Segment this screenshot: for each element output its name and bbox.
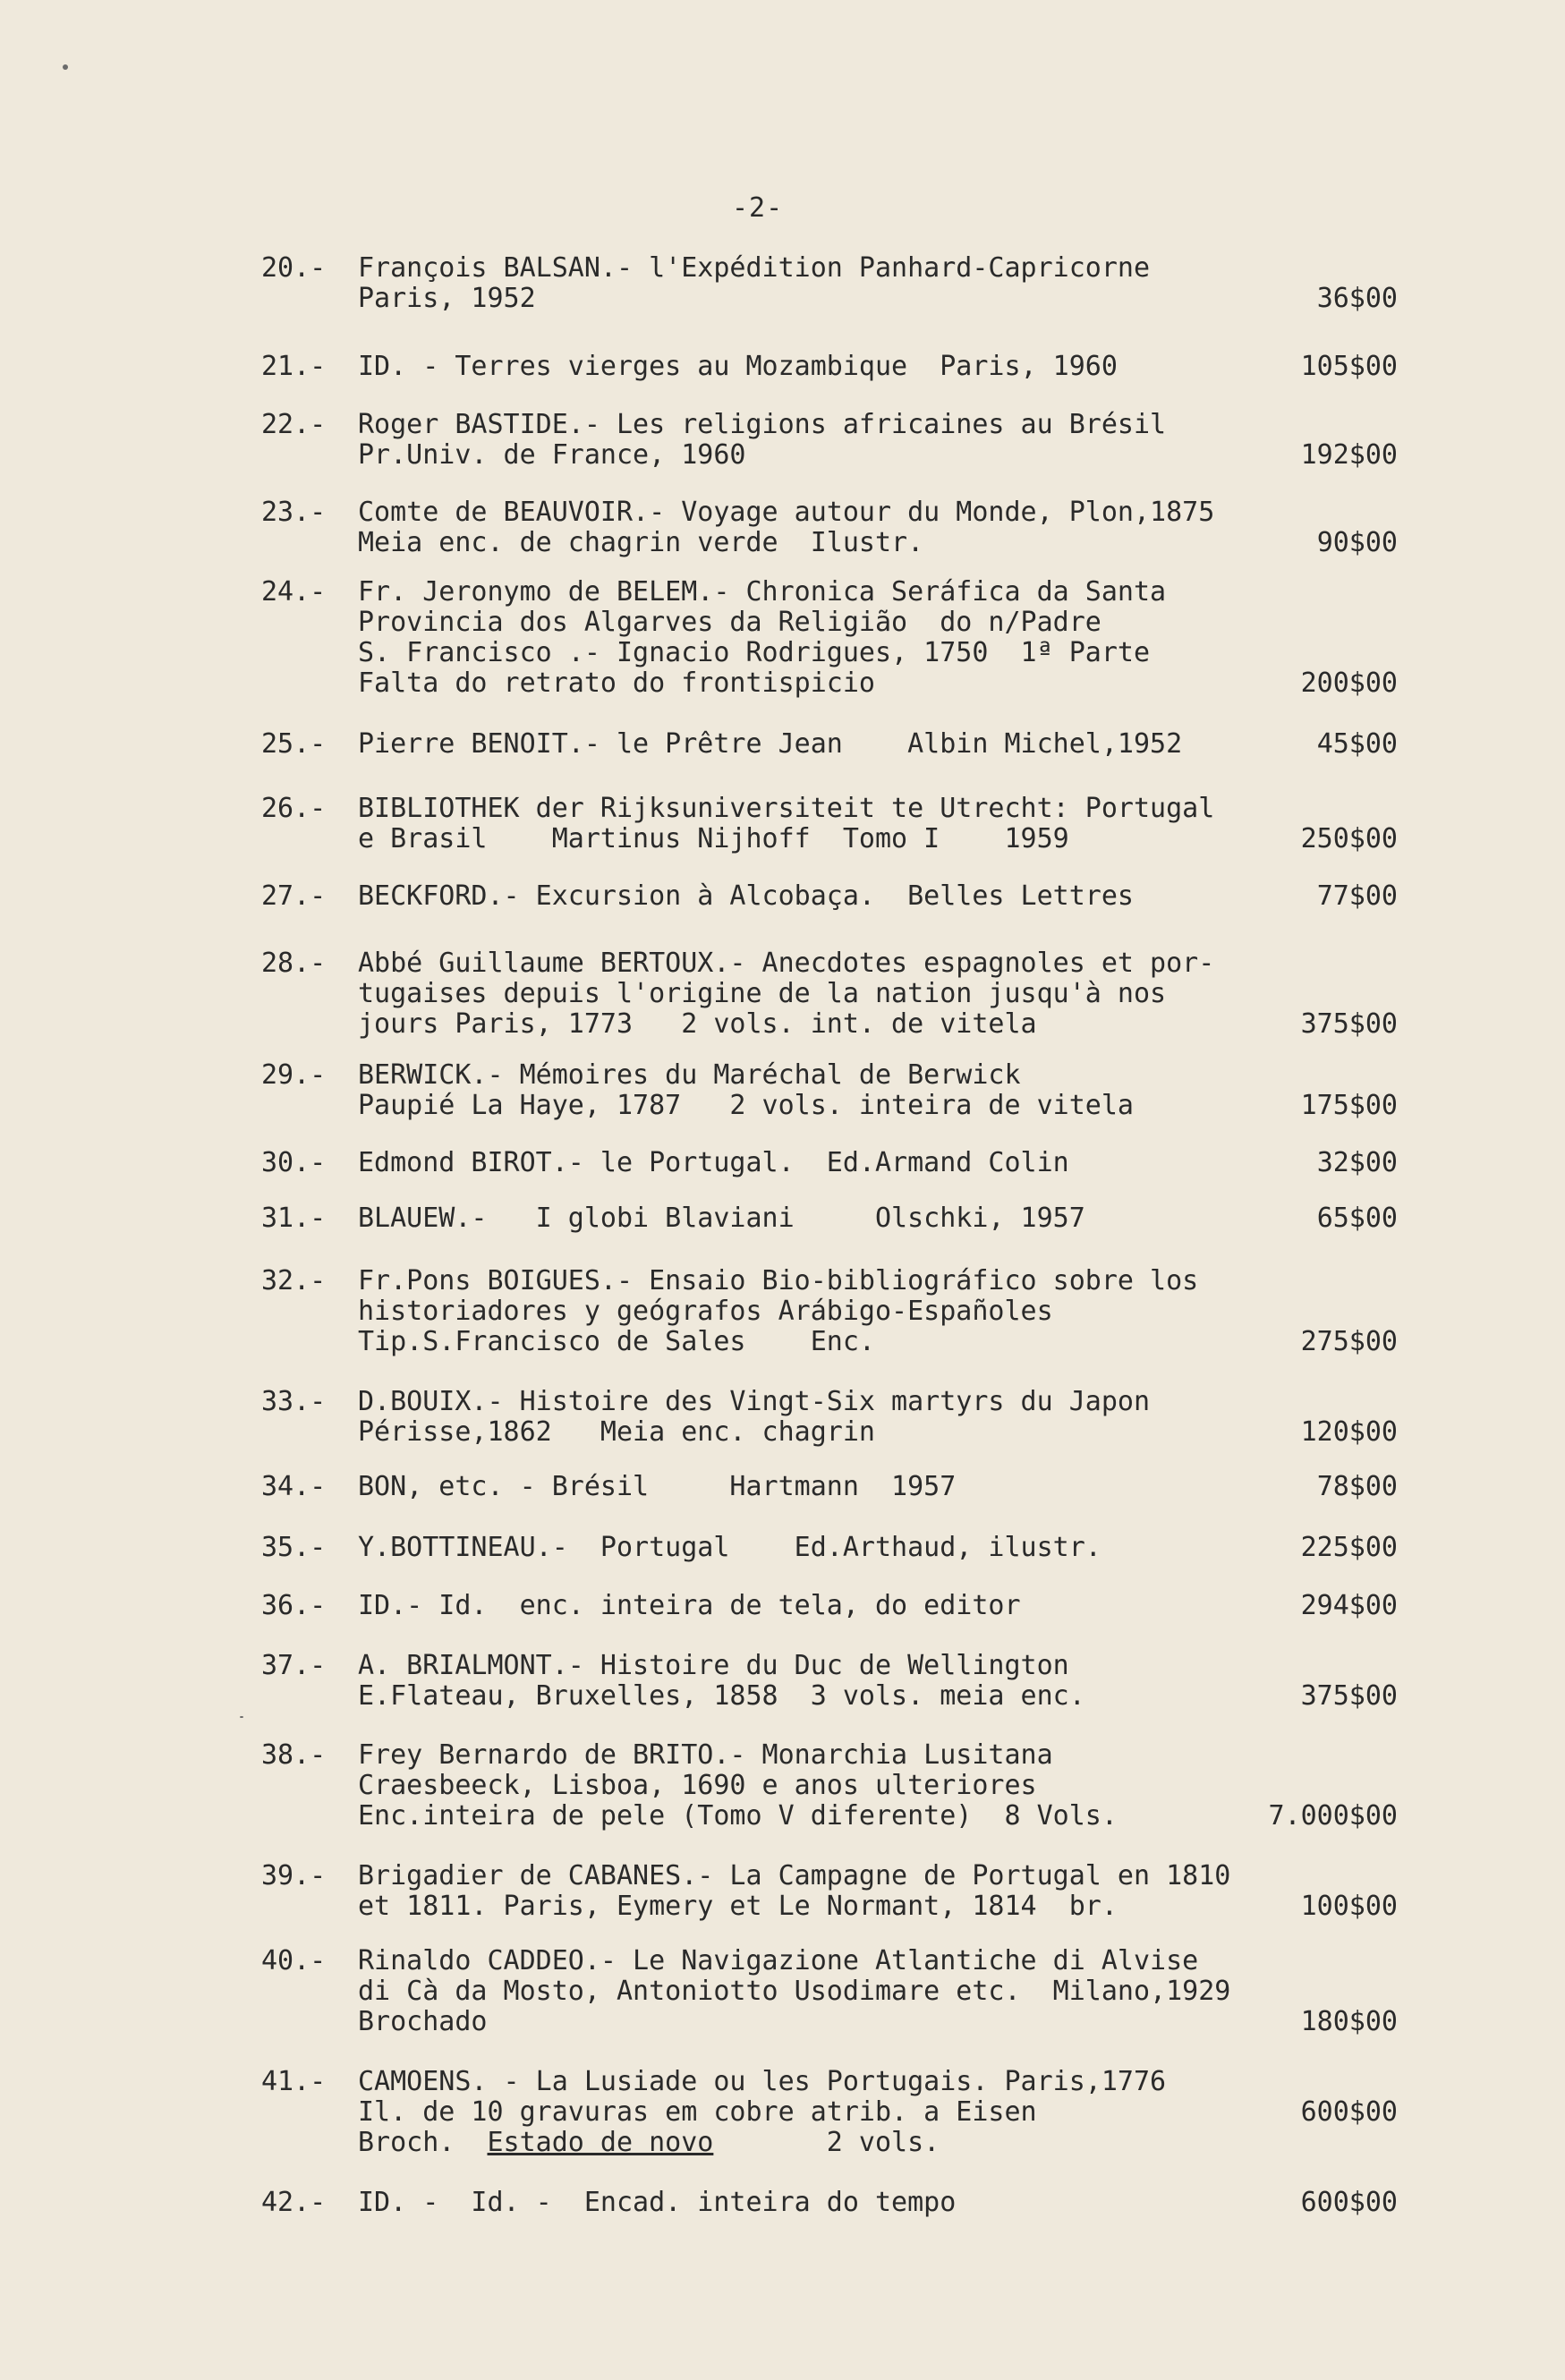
entry-number: 32.- — [261, 1265, 327, 1296]
catalogue-entry — [261, 497, 1398, 558]
entry-description — [358, 1946, 1230, 2037]
entry-price: 77$00 — [1316, 880, 1398, 912]
entry-description — [358, 1148, 1069, 1178]
entry-line: Pierre BENOIT.- le Prêtre Jean Albin Michel,1952 — [358, 728, 1183, 760]
entry-line: Y.BOTTINEAU.- Portugal Ed.Arthaud, ilustr. — [358, 1532, 1101, 1563]
catalogue-entry — [261, 1946, 1398, 2037]
entry-price: 36$00 — [1316, 283, 1398, 314]
catalogue-entry — [261, 729, 1398, 760]
entry-line: Brochado — [358, 2006, 488, 2037]
entry-price: 375$00 — [1300, 1680, 1398, 1712]
entry-line: ID.- Id. enc. inteira de tela, do editor — [358, 1590, 1021, 1621]
entry-number: 37.- — [261, 1650, 327, 1681]
entry-description — [358, 352, 1118, 382]
entry-number: 40.- — [261, 1945, 327, 1976]
entry-line: Pr.Univ. de France, 1960 — [358, 439, 746, 471]
entry-number: 42.- — [261, 2187, 327, 2218]
catalogue-entry — [261, 1266, 1398, 1357]
entry-description — [358, 794, 1214, 854]
entry-description — [358, 1533, 1101, 1563]
entry-description — [358, 729, 1182, 760]
entry-price: 32$00 — [1316, 1147, 1398, 1178]
paper-speck — [63, 64, 68, 70]
entry-description — [358, 1472, 956, 1502]
entry-number: 41.- — [261, 2066, 327, 2097]
entry-number: 39.- — [261, 1860, 327, 1891]
catalogue-entry — [261, 1651, 1398, 1712]
entry-line: BECKFORD.- Excursion à Alcobaça. Belles Lettres — [358, 880, 1134, 912]
entry-description — [358, 948, 1214, 1040]
entry-number: 33.- — [261, 1386, 327, 1417]
entry-number: 34.- — [261, 1471, 327, 1502]
entry-price: 275$00 — [1300, 1326, 1398, 1357]
entry-line: Tip.S.Francisco de Sales Enc. — [358, 1326, 875, 1357]
entry-price: 294$00 — [1300, 1590, 1398, 1621]
entry-line: BERWICK.- Mémoires du Maréchal de Berwick — [358, 1059, 1021, 1091]
catalogue-entry — [261, 253, 1398, 314]
entry-description — [358, 2188, 956, 2218]
entry-price: 180$00 — [1300, 2006, 1398, 2037]
entry-description — [358, 1861, 1230, 1922]
entry-line: Enc.inteira de pele (Tomo V diferente) 8 Vols. — [358, 1800, 1118, 1832]
entry-price: 192$00 — [1300, 439, 1398, 471]
entry-line: Falta do retrato do frontispicio — [358, 667, 875, 699]
catalogue-entry — [261, 410, 1398, 471]
entry-price: 375$00 — [1300, 1008, 1398, 1040]
paper-speck — [240, 1716, 243, 1718]
catalogue-entry — [261, 1387, 1398, 1448]
catalogue-entry — [261, 794, 1398, 854]
entry-line: BON, etc. - Brésil Hartmann 1957 — [358, 1471, 957, 1502]
entry-line: CAMOENS. - La Lusiade ou les Portugais. Paris,1776 — [358, 2066, 1167, 2097]
entry-line: Il. de 10 gravuras em cobre atrib. a Eisen — [358, 2096, 1037, 2128]
entry-line: Fr. Jeronymo de BELEM.- Chronica Seráfica da Santa — [358, 576, 1167, 608]
entry-price: 7.000$00 — [1268, 1800, 1398, 1832]
entry-price: 120$00 — [1300, 1416, 1398, 1448]
entry-number: 23.- — [261, 497, 327, 528]
entry-number: 27.- — [261, 880, 327, 912]
entry-line: Roger BASTIDE.- Les religions africaines au Brésil — [358, 409, 1167, 440]
entry-number: 22.- — [261, 409, 327, 440]
entry-number: 35.- — [261, 1532, 327, 1563]
page-number: -2- — [732, 192, 784, 224]
entry-line: Fr.Pons BOIGUES.- Ensaio Bio-bibliográfico sobre los — [358, 1265, 1199, 1296]
entry-description — [358, 497, 1214, 558]
catalogue-entry — [261, 577, 1398, 699]
entry-number: 36.- — [261, 1590, 327, 1621]
entry-price: 90$00 — [1316, 527, 1398, 558]
entry-number: 26.- — [261, 793, 327, 824]
catalogue-entry — [261, 352, 1398, 382]
entry-description — [358, 253, 1150, 314]
entry-price: 200$00 — [1300, 667, 1398, 699]
entry-line: ID. - Id. - Encad. inteira do tempo — [358, 2187, 957, 2218]
entry-description — [358, 1203, 1085, 1234]
entry-line: Paupié La Haye, 1787 2 vols. inteira de vitela — [358, 1090, 1134, 1121]
catalogue-entry — [261, 2188, 1398, 2218]
entry-price: 78$00 — [1316, 1471, 1398, 1502]
entry-line: historiadores y geógrafos Arábigo-Españoles — [358, 1296, 1053, 1327]
entry-line: Périsse,1862 Meia enc. chagrin — [358, 1416, 875, 1448]
entry-description — [358, 1266, 1198, 1357]
entry-line: et 1811. Paris, Eymery et Le Normant, 1814 br. — [358, 1891, 1118, 1922]
entry-description — [358, 1060, 1134, 1121]
entry-line: D.BOUIX.- Histoire des Vingt-Six martyrs du Japon — [358, 1386, 1151, 1417]
entry-line: Provincia dos Algarves da Religião do n/Padre — [358, 607, 1101, 638]
catalogue-entry — [261, 1861, 1398, 1922]
entry-number: 31.- — [261, 1203, 327, 1234]
catalogue-entry — [261, 1060, 1398, 1121]
entry-line: Broch. Estado de novo 2 vols. — [358, 2127, 940, 2158]
entry-description — [358, 2067, 1166, 2158]
catalogue-entry — [261, 1740, 1398, 1832]
catalogue-entry — [261, 1203, 1398, 1234]
entry-line: Edmond BIROT.- le Portugal. Ed.Armand Colin — [358, 1147, 1069, 1178]
entry-line: E.Flateau, Bruxelles, 1858 3 vols. meia enc. — [358, 1680, 1085, 1712]
entry-line: A. BRIALMONT.- Histoire du Duc de Wellington — [358, 1650, 1069, 1681]
entry-price: 65$00 — [1316, 1203, 1398, 1234]
catalogue-entry — [261, 948, 1398, 1040]
entry-description — [358, 1591, 1021, 1621]
entry-description — [358, 1740, 1118, 1832]
entry-number: 30.- — [261, 1147, 327, 1178]
entry-price: 105$00 — [1300, 351, 1398, 382]
entry-description — [358, 577, 1166, 699]
entry-line: di Cà da Mosto, Antoniotto Usodimare etc. Milano,1929 — [358, 1976, 1231, 2007]
catalogue-entry — [261, 881, 1398, 912]
entry-line: e Brasil Martinus Nijhoff Tomo I 1959 — [358, 823, 1069, 854]
entry-line: jours Paris, 1773 2 vols. int. de vitela — [358, 1008, 1037, 1040]
entry-line: Rinaldo CADDEO.- Le Navigazione Atlantiche di Alvise — [358, 1945, 1199, 1976]
underlined-text: Estado de novo — [487, 2127, 714, 2158]
entry-number: 20.- — [261, 252, 327, 284]
catalogue-entry — [261, 1472, 1398, 1502]
catalogue-entry — [261, 2067, 1398, 2158]
entry-line: Paris, 1952 — [358, 283, 536, 314]
catalogue-entry — [261, 1591, 1398, 1621]
entry-line: Meia enc. de chagrin verde Ilustr. — [358, 527, 924, 558]
entry-line: S. Francisco .- Ignacio Rodrigues, 1750 1ª Parte — [358, 637, 1151, 668]
entry-price: 100$00 — [1300, 1891, 1398, 1922]
entry-line: Abbé Guillaume BERTOUX.- Anecdotes espagnoles et por- — [358, 948, 1215, 979]
entry-line: Comte de BEAUVOIR.- Voyage autour du Monde, Plon,1875 — [358, 497, 1215, 528]
entry-description — [358, 881, 1134, 912]
entry-line: Brigadier de CABANES.- La Campagne de Portugal en 1810 — [358, 1860, 1231, 1891]
entry-line: Frey Bernardo de BRITO.- Monarchia Lusitana — [358, 1739, 1053, 1771]
entry-line: Craesbeeck, Lisboa, 1690 e anos ulteriores — [358, 1770, 1037, 1801]
entry-description — [358, 1387, 1150, 1448]
entry-number: 29.- — [261, 1059, 327, 1091]
catalogue-entry — [261, 1533, 1398, 1563]
entry-price: 600$00 — [1300, 2187, 1398, 2218]
entry-number: 28.- — [261, 948, 327, 979]
entry-line: ID. - Terres vierges au Mozambique Paris, 1960 — [358, 351, 1118, 382]
entry-price: 250$00 — [1300, 823, 1398, 854]
entry-description — [358, 410, 1166, 471]
catalogue-entry — [261, 1148, 1398, 1178]
entry-number: 21.- — [261, 351, 327, 382]
entry-price: 225$00 — [1300, 1532, 1398, 1563]
entry-line: BIBLIOTHEK der Rijksuniversiteit te Utrecht: Portugal — [358, 793, 1215, 824]
entry-line: François BALSAN.- l'Expédition Panhard-Capricorne — [358, 252, 1151, 284]
entry-line: BLAUEW.- I globi Blaviani Olschki, 1957 — [358, 1203, 1085, 1234]
entry-number: 25.- — [261, 728, 327, 760]
entry-price: 175$00 — [1300, 1090, 1398, 1121]
entry-number: 38.- — [261, 1739, 327, 1771]
entry-price: 600$00 — [1300, 2096, 1398, 2128]
entry-number: 24.- — [261, 576, 327, 608]
entry-price: 45$00 — [1316, 728, 1398, 760]
entry-line: tugaises depuis l'origine de la nation jusqu'à nos — [358, 978, 1167, 1009]
entry-description — [358, 1651, 1085, 1712]
